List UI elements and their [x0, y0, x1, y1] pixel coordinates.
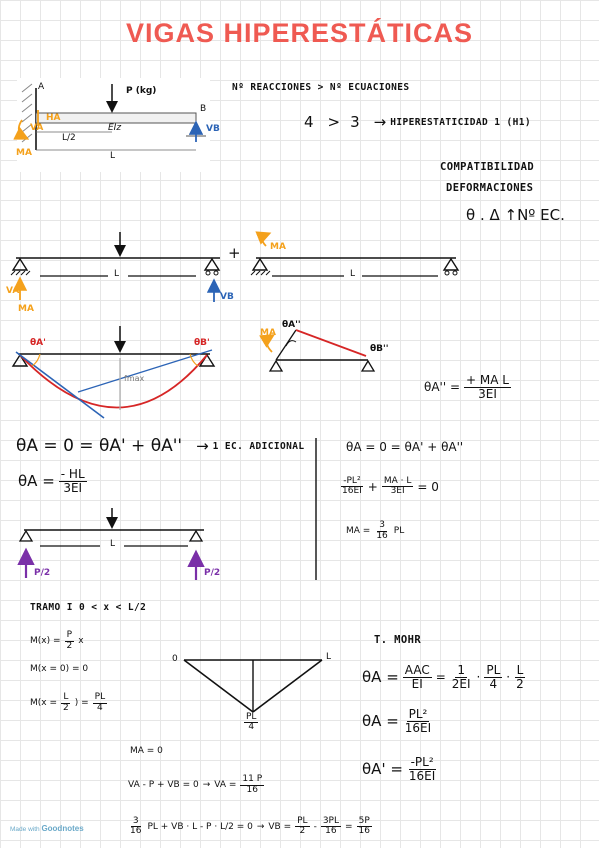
eq-lhs: θA = [18, 472, 55, 491]
eq-num: P [66, 630, 73, 641]
eq-right-1: θA = 0 = θA' + θA'' [346, 440, 464, 454]
eq-compatibility [16, 436, 304, 456]
fig1-vb: VB [206, 124, 220, 134]
mohr-eq-2 [362, 708, 433, 734]
eq-text: VA - P + VB = 0 [128, 780, 199, 790]
eq-den3: 16 [325, 826, 337, 837]
fig4-length: L [110, 539, 116, 549]
compat-variables: θ . Δ ↑Nº EC. [466, 206, 565, 224]
mohr-peak [244, 712, 258, 732]
eq-lhs: θA'' = [424, 380, 461, 395]
eq-num1: -PL² [343, 476, 361, 486]
fig2-left-length: L [114, 269, 120, 279]
fig1-point-b: B [200, 104, 207, 114]
fig1-ha: HA [46, 113, 61, 123]
brand-name: Goodnotes [41, 824, 84, 833]
eq-lhs: M(x) = [30, 636, 61, 646]
eq-num: + MA L [466, 373, 509, 387]
fig3-theta-b-dprime: θB'' [370, 344, 389, 354]
eq-note: 1 EC. ADICIONAL [212, 440, 305, 452]
mohr-eq-1 [362, 664, 526, 690]
fig1-length: L [110, 151, 116, 161]
reactions-count: 4 [304, 113, 314, 131]
eq-num2: PL [297, 816, 308, 826]
eq-num1: AAC [404, 663, 430, 677]
fig4-reaction-right: P/2 [204, 568, 221, 578]
eq-num: 11 P [242, 774, 263, 785]
eq-right-2 [340, 468, 439, 497]
brand-made: Made with [10, 826, 40, 833]
eq-den: 2 [66, 640, 73, 651]
compatibility-label: COMPATIBILIDAD [440, 161, 535, 173]
fig1-ei: EIz [108, 123, 122, 133]
eq-lhs: θA = [362, 712, 399, 731]
moment-a-zero: MA = 0 [130, 746, 163, 756]
eq-den: 16EI [404, 720, 432, 735]
arrow-symbol: → [373, 113, 387, 131]
eq-rhs: x [78, 636, 84, 646]
page-title: VIGAS HIPERESTÁTICAS [125, 18, 474, 48]
eq-den: 3EI [478, 386, 497, 401]
eq-arrow: → [202, 780, 211, 790]
eq-den2: 3EI [390, 486, 405, 497]
eq-arrow: → [196, 437, 209, 455]
eq-theta-a-prime [18, 468, 87, 494]
hyperstaticity-line [304, 112, 531, 131]
fig3-theta-a-dprime: θA'' [282, 320, 301, 330]
fig4-reaction-left: P/2 [34, 568, 51, 578]
mohr-origin: 0 [172, 654, 178, 664]
plus-sign: + [228, 244, 241, 262]
eq-den: 3EI [63, 480, 83, 495]
eq-num: - HL [60, 467, 85, 481]
mohr-label: T. MOHR [374, 634, 422, 646]
fig3-fmax: fmax [124, 374, 145, 383]
reactions-vs-equations: Nº REACCIONES > Nº ECUACIONES [232, 82, 410, 93]
goodnotes-watermark [10, 824, 84, 833]
hyperstaticity-degree: HIPERESTATICIDAD 1 (H1) [390, 116, 531, 128]
eq-rhs: VA = [214, 780, 237, 790]
fig2-va: VA [6, 286, 20, 296]
gt-symbol: > [327, 113, 341, 131]
fig3-theta-a-prime: θA' [30, 338, 46, 348]
moment-eq-1 [30, 628, 84, 651]
eq-text: θA = 0 = θA' + θA'' [16, 436, 183, 456]
eq-num2: PL [94, 692, 106, 703]
mohr-end: L [326, 652, 332, 662]
equations-count: 3 [350, 113, 360, 131]
eq-den3: 4 [489, 676, 498, 691]
eq-num4: 5P [358, 816, 370, 826]
eq-den: 16 [246, 784, 258, 795]
fig1-half-length: L/2 [62, 133, 76, 143]
eq-text1: PL + VB · L - P · L/2 = 0 [147, 821, 253, 832]
eq-dot2: · [506, 670, 511, 685]
eq-equals: = [344, 821, 353, 832]
eq-den1: 16EI [342, 486, 362, 497]
eq-equals: = [435, 670, 446, 685]
eq-plus: + [367, 479, 378, 494]
fig2-right-length: L [350, 269, 356, 279]
eq-num2: MA · L [383, 476, 412, 486]
eq-arrow: → [256, 821, 265, 832]
eq-num: 3 [379, 520, 385, 531]
mohr-eq-3 [362, 756, 437, 782]
fig1-va: VA [30, 123, 44, 133]
eq-num: -PL² [410, 755, 434, 769]
eq-num2: 1 [457, 663, 465, 677]
eq-lhs: θA' = [362, 760, 403, 779]
fig2-left-beam [11, 232, 220, 302]
moment-eq-2: M(x = 0) = 0 [30, 664, 89, 674]
eq-den4: 2 [516, 676, 524, 691]
deformations-label: DEFORMACIONES [446, 182, 534, 194]
eq-den2: 2EI [451, 676, 471, 691]
eq-den: 16EI [408, 768, 436, 783]
tramo-label: TRAMO I 0 < x < L/2 [30, 602, 147, 613]
eq-num: L [63, 692, 69, 703]
fig1-ma: MA [16, 148, 32, 158]
eq-den2: 4 [97, 702, 103, 713]
eq-den2: 2 [299, 826, 306, 837]
fig3-moment-sketch [267, 330, 374, 371]
vb-equation [128, 808, 372, 837]
eq-den4: 16 [358, 826, 370, 837]
fig3-ma: MA [260, 328, 276, 338]
eq-num4: L [516, 663, 524, 677]
eq-num: PL² [408, 707, 428, 721]
fig1-point-a: A [38, 82, 45, 92]
fig3-theta-b-prime: θB' [194, 338, 210, 348]
peak-num: PL [246, 711, 257, 722]
moment-diagram [184, 660, 322, 712]
fig1-load-label: P (kg) [126, 86, 157, 96]
peak-den: 4 [248, 722, 255, 732]
eq-dot1: · [476, 670, 481, 685]
fig2-ma-left: MA [18, 304, 34, 314]
eq-den: 2 [63, 702, 69, 713]
va-equation [128, 772, 264, 795]
eq-lhs: M(x = [30, 698, 58, 708]
eq-rhs: PL [393, 526, 405, 536]
eq-num1: 3 [132, 816, 139, 826]
fig2-vb: VB [220, 292, 234, 302]
eq-mid: ) = [74, 698, 89, 708]
eq-minus: - [313, 821, 317, 832]
eq-den: 16 [376, 530, 388, 541]
fig2-ma-right: MA [270, 242, 286, 252]
moment-eq-3 [30, 690, 107, 713]
eq-den1: EI [411, 676, 423, 691]
eq-theta-a-dprime [424, 374, 511, 400]
eq-right-3 [346, 518, 404, 541]
eq-num3: PL [486, 663, 501, 677]
eq-lhs: MA = [346, 526, 371, 536]
eq-text2: VB = [268, 821, 292, 832]
eq-den1: 16 [130, 826, 142, 837]
eq-equals: = 0 [417, 479, 439, 494]
eq-lhs: θA = [362, 668, 399, 687]
eq-num3: 3PL [322, 816, 339, 826]
